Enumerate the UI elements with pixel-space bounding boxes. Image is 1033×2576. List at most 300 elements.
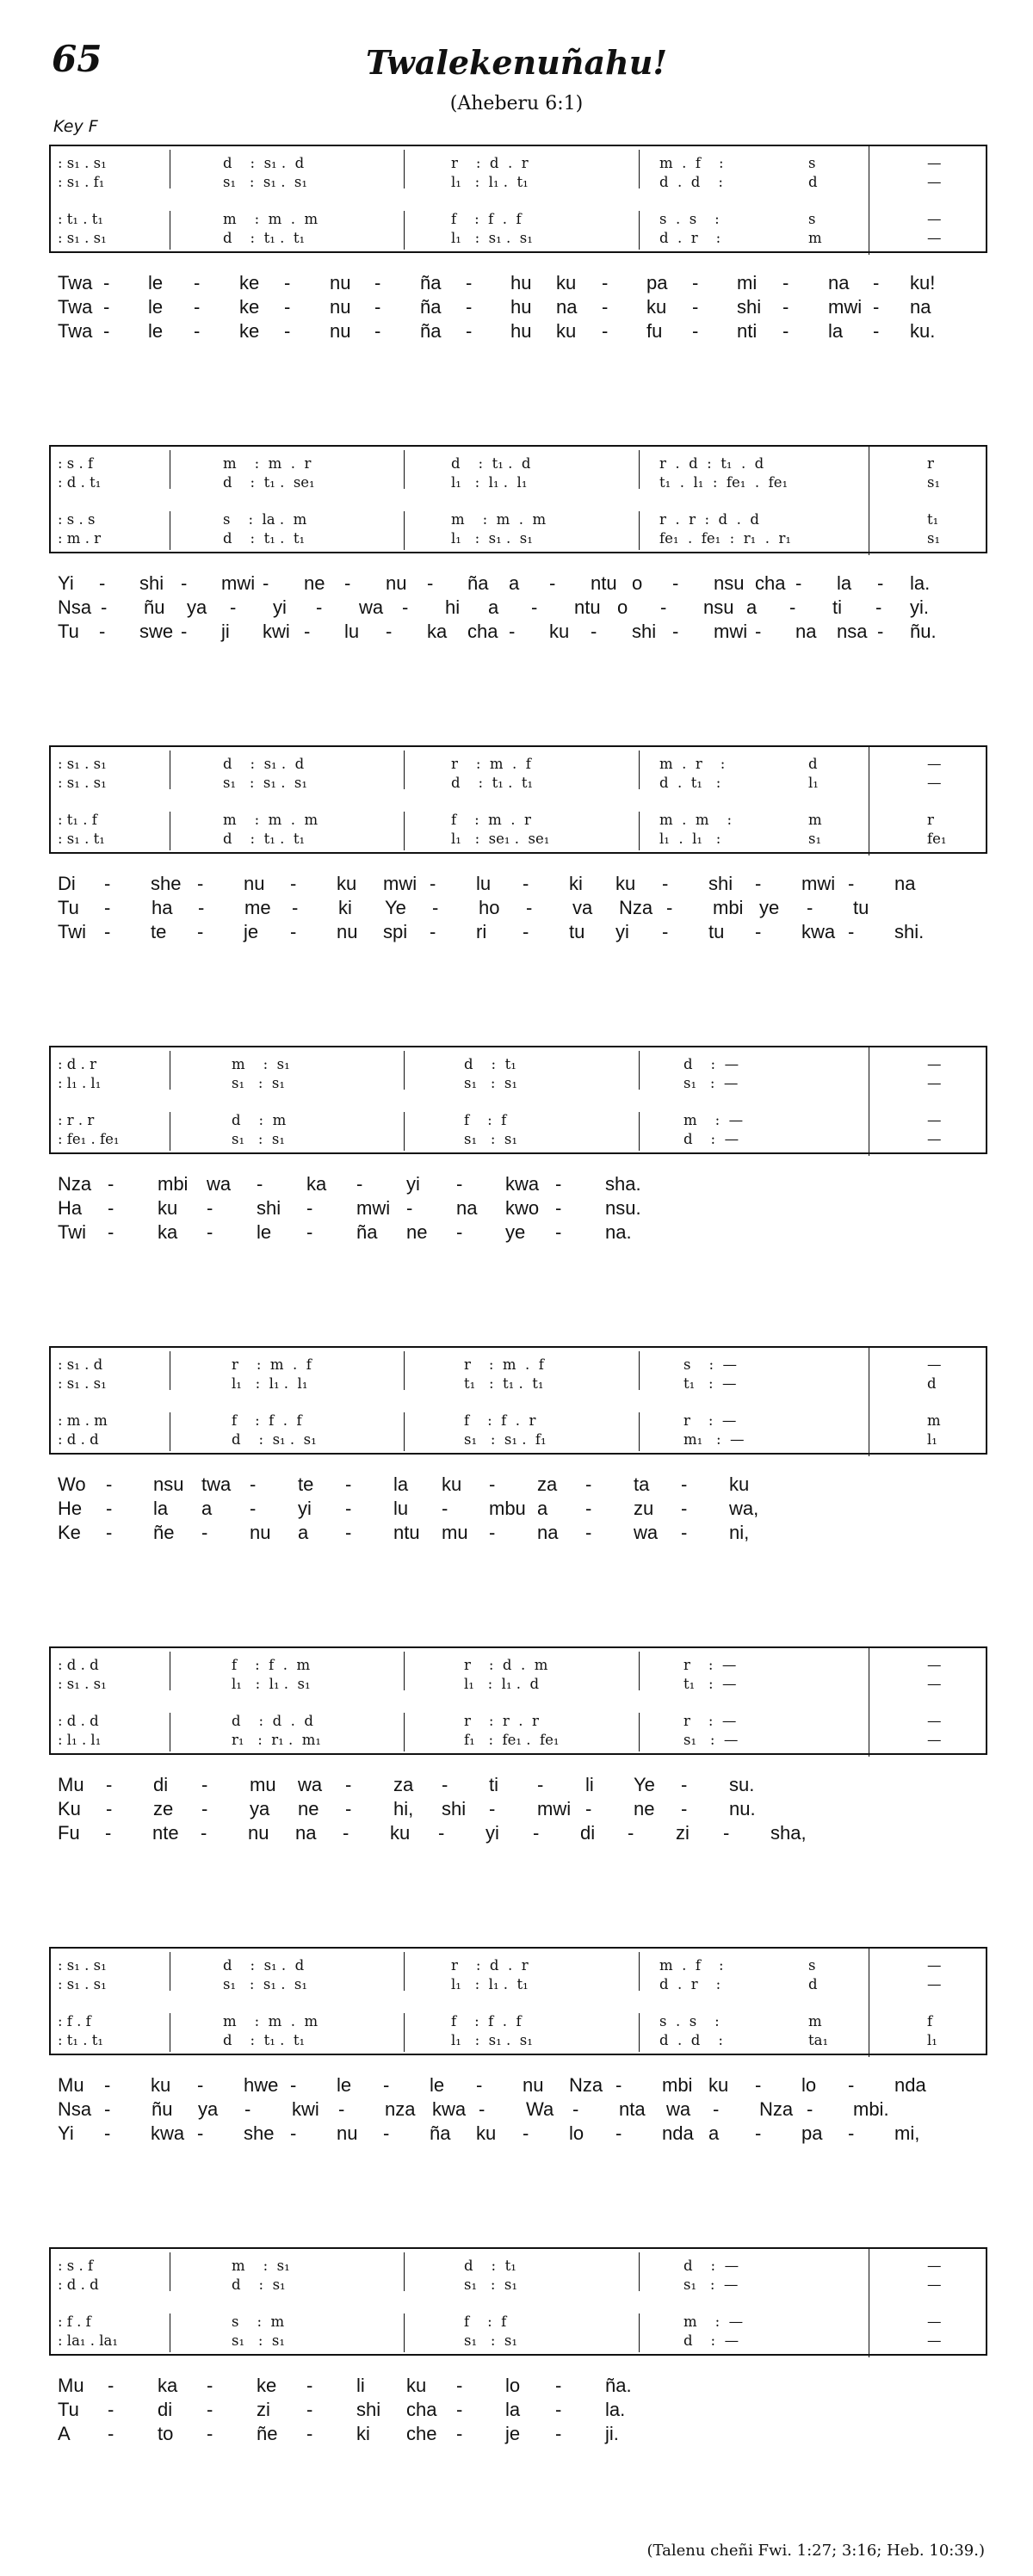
lyric-syllable: di: [158, 2399, 173, 2420]
note-cell: —: [927, 1732, 942, 1748]
note-cell: : d . t₁: [58, 474, 102, 491]
staff-box: [49, 1646, 987, 1755]
lyric-syllable: -: [572, 2098, 579, 2120]
lyric-syllable: ne: [406, 1221, 428, 1243]
lyric-syllable: pa: [801, 2122, 823, 2144]
lyric-syllable: ne: [298, 1798, 319, 1819]
lyric-syllable: tu: [853, 897, 869, 918]
lyric-syllable: -: [306, 2399, 313, 2420]
lyric-line-verse-3: [58, 2122, 962, 2147]
lyric-syllable: -: [402, 596, 409, 618]
note-cell: s . s :: [659, 211, 720, 227]
lyric-syllable: -: [526, 897, 533, 918]
note-cell: s₁: [808, 831, 822, 847]
lyric-syllable: twa: [201, 1473, 232, 1495]
lyric-line-verse-1: [58, 1173, 962, 1197]
lyric-syllable: ya: [187, 596, 207, 618]
lyric-syllable: la: [153, 1498, 169, 1519]
note-cell: m: [808, 230, 822, 246]
lyric-syllable: Tu: [58, 621, 79, 642]
lyric-line-verse-3: [58, 921, 962, 945]
note-cell: d . d :: [659, 174, 723, 190]
lyric-syllable: ña: [430, 2122, 451, 2144]
note-cell: : t₁ . t₁: [58, 2032, 104, 2048]
lyric-syllable: -: [290, 2074, 297, 2096]
lyric-syllable: -: [103, 296, 110, 318]
lyric-syllable: -: [284, 320, 291, 342]
lyric-syllable: lu: [344, 621, 360, 642]
lyric-syllable: Twi: [58, 921, 86, 942]
lyric-syllable: le: [257, 1221, 272, 1243]
lyric-syllable: mbi: [713, 897, 744, 918]
note-cell: d : s₁: [232, 2276, 286, 2293]
note-cell: : fe₁ . fe₁: [58, 1131, 120, 1147]
lyric-line-verse-2: [58, 2098, 962, 2122]
lyric-syllable: ku: [556, 320, 577, 342]
staff-box: [49, 445, 987, 553]
note-cell: m : m . r: [223, 455, 312, 472]
lyric-syllable: -: [104, 921, 111, 942]
lyric-syllable: hu: [510, 320, 532, 342]
lyric-syllable: -: [537, 1774, 544, 1795]
note-cell: d: [808, 174, 818, 190]
lyric-syllable: sha,: [770, 1822, 807, 1844]
lyric-syllable: na: [537, 1522, 559, 1543]
lyric-syllable: ki: [569, 873, 583, 894]
lyric-syllable: -: [692, 296, 699, 318]
note-cell: m₁ : —: [684, 1431, 745, 1448]
lyric-syllable: -: [430, 873, 436, 894]
lyric-syllable: na: [456, 1197, 478, 1219]
note-cell: : s₁ . s₁: [58, 775, 107, 791]
lyric-syllable: ku!: [910, 272, 936, 293]
lyric-syllable: kwa: [151, 2122, 185, 2144]
lyric-syllable: te: [298, 1473, 314, 1495]
lyric-syllable: ji.: [605, 2423, 619, 2444]
lyric-syllable: -: [523, 2122, 529, 2144]
note-cell: s: [808, 1957, 816, 1974]
lyric-syllable: -: [755, 921, 762, 942]
lyric-line-verse-1: [58, 1473, 962, 1498]
lyric-syllable: mbi.: [853, 2098, 889, 2120]
lyric-syllable: -: [585, 1522, 592, 1543]
note-cell: : s₁ . s₁: [58, 1976, 107, 1992]
note-cell: s₁ : —: [684, 1732, 739, 1748]
note-cell: f : m . r: [451, 812, 531, 828]
lyric-syllable: na: [795, 621, 817, 642]
note-row: [51, 1075, 989, 1094]
lyric-syllable: -: [877, 621, 884, 642]
lyric-syllable: nte: [152, 1822, 179, 1844]
note-cell: d : —: [684, 2332, 739, 2349]
score-system-1: [49, 145, 987, 253]
note-cell: r : —: [684, 1713, 737, 1729]
note-cell: : s₁ . s₁: [58, 1676, 107, 1692]
lyric-syllable: nda: [894, 2074, 926, 2096]
note-cell: r : d . r: [451, 155, 529, 171]
note-cell: fe₁ . fe₁ : r₁ . r₁: [659, 530, 791, 547]
note-cell: m : m . m: [223, 812, 319, 828]
lyric-syllable: Mu: [58, 2375, 84, 2396]
note-row: [51, 174, 989, 193]
lyric-syllable: Di: [58, 873, 76, 894]
lyric-syllable: -: [181, 572, 188, 594]
lyric-syllable: -: [681, 1774, 688, 1795]
note-cell: : la₁ . la₁: [58, 2332, 118, 2349]
note-cell: d : t₁ . t₁: [223, 831, 306, 847]
note-cell: s₁ : s₁: [232, 1131, 285, 1147]
lyric-syllable: na.: [605, 1221, 632, 1243]
note-cell: m : m . m: [451, 511, 547, 528]
lyric-syllable: ka: [158, 1221, 178, 1243]
note-cell: : d . r: [58, 1056, 96, 1072]
lyric-syllable: Nza: [569, 2074, 603, 2096]
lyric-syllable: cha: [755, 572, 786, 594]
note-row: [51, 211, 989, 230]
staff-box: [49, 1346, 987, 1455]
lyric-syllable: -: [201, 1798, 208, 1819]
lyric-syllable: mwi: [221, 572, 256, 594]
lyric-syllable: ti: [489, 1774, 498, 1795]
lyric-syllable: ñe: [153, 1522, 175, 1543]
lyric-syllable: o: [617, 596, 628, 618]
lyric-syllable: ne: [634, 1798, 655, 1819]
lyric-line-verse-1: [58, 272, 962, 296]
score-system-8: [49, 2247, 987, 2356]
lyric-syllable: -: [489, 1798, 496, 1819]
note-row: [51, 1676, 989, 1695]
note-cell: —: [927, 1713, 942, 1729]
lyric-syllable: wa: [634, 1522, 659, 1543]
note-cell: s: [808, 155, 816, 171]
lyric-syllable: lo: [505, 2375, 521, 2396]
note-cell: r : d . r: [451, 1957, 529, 1974]
note-row: [51, 2332, 989, 2351]
note-cell: d: [808, 1976, 818, 1992]
note-cell: —: [927, 2276, 942, 2293]
note-cell: s₁ : —: [684, 1075, 739, 1091]
lyric-syllable: -: [848, 921, 855, 942]
lyric-syllable: ntu: [574, 596, 601, 618]
note-cell: —: [927, 1075, 942, 1091]
lyric-syllable: che: [406, 2423, 437, 2444]
lyric-syllable: ri: [476, 921, 487, 942]
lyric-syllable: -: [284, 296, 291, 318]
note-cell: s : —: [684, 1356, 737, 1373]
note-cell: : t₁ . f: [58, 812, 97, 828]
lyric-syllable: ku: [337, 873, 357, 894]
lyric-syllable: -: [292, 897, 299, 918]
lyric-syllable: ntu: [591, 572, 617, 594]
lyric-syllable: va: [572, 897, 593, 918]
note-cell: d : —: [684, 1056, 739, 1072]
lyric-syllable: nu: [248, 1822, 269, 1844]
lyric-syllable: -: [108, 2423, 114, 2444]
note-row: [51, 1131, 989, 1150]
lyric-syllable: je: [505, 2423, 521, 2444]
lyric-syllable: -: [438, 1822, 445, 1844]
note-cell: : s . f: [58, 455, 94, 472]
lyric-syllable: lu: [393, 1498, 409, 1519]
lyric-syllable: ku: [151, 2074, 171, 2096]
note-cell: l₁ : l₁ . t₁: [451, 174, 529, 190]
lyric-syllable: -: [432, 897, 439, 918]
lyric-syllable: -: [873, 320, 880, 342]
lyric-syllable: -: [848, 2122, 855, 2144]
lyric-syllable: lo: [569, 2122, 585, 2144]
note-cell: l₁: [927, 2032, 937, 2048]
note-cell: l₁ . l₁ :: [659, 831, 721, 847]
lyric-syllable: -: [427, 572, 434, 594]
lyric-syllable: -: [723, 1822, 730, 1844]
lyric-syllable: kwi: [292, 2098, 319, 2120]
lyric-syllable: -: [456, 2423, 463, 2444]
lyric-syllable: nu: [337, 921, 358, 942]
lyric-syllable: -: [290, 873, 297, 894]
lyric-syllable: Tu: [58, 897, 79, 918]
lyric-syllable: ha: [152, 897, 173, 918]
note-cell: s: [808, 211, 816, 227]
lyric-syllable: mu: [442, 1522, 468, 1543]
lyric-syllable: Nza: [58, 1173, 92, 1195]
lyric-syllable: cha: [467, 621, 498, 642]
note-cell: l₁ : s₁ . s₁: [451, 230, 533, 246]
note-cell: d . r :: [659, 230, 721, 246]
lyric-syllable: -: [108, 1221, 114, 1243]
lyric-syllable: nsu: [703, 596, 734, 618]
lyric-syllable: -: [662, 873, 669, 894]
note-cell: d . d :: [659, 2032, 723, 2048]
lyric-syllable: shi: [442, 1798, 467, 1819]
lyric-syllable: ku: [708, 2074, 729, 2096]
note-cell: : l₁ . l₁: [58, 1075, 102, 1091]
note-cell: s₁ : s₁: [232, 1075, 285, 1091]
lyric-syllable: mu: [250, 1774, 276, 1795]
lyric-syllable: -: [197, 921, 204, 942]
lyric-syllable: -: [306, 1221, 313, 1243]
lyric-syllable: -: [789, 596, 796, 618]
lyric-syllable: -: [290, 921, 297, 942]
lyric-syllable: la: [505, 2399, 521, 2420]
note-cell: l₁ : l₁ . t₁: [451, 1976, 529, 1992]
note-cell: r : m . f: [451, 756, 531, 772]
lyric-syllable: -: [692, 320, 699, 342]
note-cell: d : t₁ . t₁: [223, 530, 306, 547]
note-row: [51, 812, 989, 831]
lyric-syllable: -: [585, 1473, 592, 1495]
note-cell: l₁ : l₁ . l₁: [232, 1375, 308, 1392]
note-row: [51, 155, 989, 174]
lyric-line-verse-3: [58, 1522, 962, 1546]
note-cell: d : s₁ . d: [223, 756, 305, 772]
hymn-title: Twalekenuñahu!: [366, 43, 667, 82]
lyric-syllable: -: [456, 2375, 463, 2396]
lyric-syllable: ya: [198, 2098, 219, 2120]
lyric-syllable: -: [316, 596, 323, 618]
lyric-syllable: nsu: [153, 1473, 184, 1495]
lyric-syllable: na: [894, 873, 916, 894]
lyric-syllable: -: [430, 921, 436, 942]
lyric-syllable: -: [615, 2074, 622, 2096]
note-cell: t₁ : t₁ . t₁: [464, 1375, 544, 1392]
lyric-syllable: ña.: [605, 2375, 632, 2396]
lyric-syllable: li: [356, 2375, 365, 2396]
lyric-syllable: she: [151, 873, 182, 894]
note-cell: m . r :: [659, 756, 726, 772]
note-cell: m : —: [684, 2313, 744, 2330]
lyric-syllable: mwi: [356, 1197, 391, 1219]
lyric-syllable: -: [406, 1197, 413, 1219]
lyric-syllable: yi: [615, 921, 629, 942]
lyric-syllable: -: [442, 1774, 448, 1795]
lyric-syllable: -: [666, 897, 673, 918]
note-row: [51, 2313, 989, 2332]
note-cell: —: [927, 230, 942, 246]
note-cell: d : m: [232, 1112, 287, 1128]
note-cell: d : —: [684, 1131, 739, 1147]
lyric-syllable: ñu: [152, 2098, 173, 2120]
lyric-syllable: -: [873, 296, 880, 318]
lyric-syllable: kwi: [263, 621, 290, 642]
note-cell: l₁: [808, 775, 819, 791]
lyric-syllable: -: [755, 2122, 762, 2144]
lyric-syllable: mwi: [714, 621, 748, 642]
note-cell: : s₁ . s₁: [58, 756, 107, 772]
lyric-syllable: zu: [634, 1498, 654, 1519]
lyric-syllable: shi.: [894, 921, 925, 942]
staff-box: [49, 145, 987, 253]
lyric-syllable: lu: [476, 873, 492, 894]
note-cell: s₁ : s₁ . f₁: [464, 1431, 547, 1448]
lyric-syllable: je: [244, 921, 259, 942]
lyric-syllable: la: [828, 320, 844, 342]
lyric-line-verse-3: [58, 1221, 962, 1245]
lyric-syllable: ni,: [729, 1522, 750, 1543]
note-cell: d : d . d: [232, 1713, 313, 1729]
note-cell: : t₁ . t₁: [58, 211, 104, 227]
note-row: [51, 1375, 989, 1394]
note-cell: l₁ : l₁ . s₁: [232, 1676, 311, 1692]
lyric-line-verse-1: [58, 1774, 962, 1798]
lyric-syllable: ku: [406, 2375, 427, 2396]
lyric-syllable: swe: [139, 621, 174, 642]
lyric-syllable: nu: [330, 296, 351, 318]
lyric-syllable: -: [807, 2098, 813, 2120]
lyric-syllable: -: [555, 1221, 562, 1243]
lyric-syllable: nu: [250, 1522, 271, 1543]
note-row: [51, 1412, 989, 1431]
footer-reference: (Talenu cheñi Fwi. 1:27; 3:16; Heb. 10:39.): [646, 2542, 985, 2560]
lyric-syllable: nsa: [837, 621, 868, 642]
lyric-syllable: shi: [257, 1197, 281, 1219]
note-cell: s₁ : s₁ . s₁: [223, 775, 308, 791]
lyric-syllable: yi.: [910, 596, 929, 618]
lyric-syllable: -: [456, 1221, 463, 1243]
note-row: [51, 2013, 989, 2032]
key-signature: Key F: [53, 117, 98, 136]
score-system-5: [49, 1346, 987, 1455]
lyric-line-verse-1: [58, 2375, 962, 2399]
note-cell: d : t₁ . d: [451, 455, 531, 472]
note-cell: s₁ : s₁ . s₁: [223, 174, 308, 190]
lyric-syllable: kwo: [505, 1197, 540, 1219]
note-cell: r . d : t₁ . d: [659, 455, 764, 472]
note-cell: —: [927, 1657, 942, 1673]
lyric-syllable: shi: [632, 621, 657, 642]
lyric-syllable: -: [197, 873, 204, 894]
lyric-syllable: -: [104, 2098, 111, 2120]
lyric-syllable: fu: [646, 320, 663, 342]
lyric-syllable: mwi: [383, 873, 418, 894]
lyric-syllable: -: [660, 596, 667, 618]
note-row: [51, 2276, 989, 2295]
lyric-syllable: -: [104, 897, 111, 918]
lyric-syllable: le: [148, 272, 164, 293]
lyric-syllable: Nza: [619, 897, 653, 918]
lyric-syllable: -: [194, 296, 201, 318]
lyric-syllable: -: [374, 272, 381, 293]
lyric-syllable: la.: [605, 2399, 626, 2420]
lyric-syllable: -: [343, 1822, 349, 1844]
lyric-syllable: ku: [729, 1473, 750, 1495]
lyric-syllable: -: [108, 1173, 114, 1195]
lyric-syllable: -: [103, 272, 110, 293]
lyric-syllable: -: [99, 621, 106, 642]
note-row: [51, 1957, 989, 1976]
lyric-syllable: -: [466, 296, 473, 318]
lyric-syllable: -: [456, 2399, 463, 2420]
lyric-syllable: mi: [737, 272, 758, 293]
lyric-syllable: tu: [708, 921, 725, 942]
lyric-syllable: zi: [676, 1822, 690, 1844]
lyric-syllable: ki: [356, 2423, 370, 2444]
lyric-syllable: -: [290, 2122, 297, 2144]
lyric-syllable: nu.: [729, 1798, 756, 1819]
note-cell: —: [927, 756, 942, 772]
lyric-syllable: Nza: [759, 2098, 794, 2120]
lyric-syllable: o: [632, 572, 643, 594]
note-cell: —: [927, 1056, 942, 1072]
lyric-syllable: nta: [619, 2098, 646, 2120]
lyric-syllable: kwa: [432, 2098, 467, 2120]
note-cell: s₁ : s₁ . s₁: [223, 1976, 308, 1992]
note-row: [51, 1356, 989, 1375]
note-cell: d : t₁: [464, 2258, 516, 2274]
lyric-syllable: ka: [158, 2375, 178, 2396]
lyric-syllable: -: [476, 2074, 483, 2096]
note-cell: fe₁: [927, 831, 947, 847]
note-cell: t₁ : —: [684, 1375, 737, 1392]
note-cell: l₁ : l₁ . l₁: [451, 474, 528, 491]
lyric-syllable: -: [345, 1798, 352, 1819]
note-cell: : s₁ . s₁: [58, 1957, 107, 1974]
note-cell: m . f :: [659, 1957, 724, 1974]
lyric-syllable: wa: [207, 1173, 232, 1195]
lyric-syllable: hi,: [393, 1798, 414, 1819]
lyric-syllable: ze: [153, 1798, 174, 1819]
lyric-syllable: na: [295, 1822, 317, 1844]
lyric-syllable: mbi: [158, 1173, 189, 1195]
note-cell: ta₁: [808, 2032, 829, 2048]
lyric-syllable: -: [555, 2423, 562, 2444]
lyric-syllable: nsu.: [605, 1197, 641, 1219]
note-row: [51, 1732, 989, 1751]
lyric-syllable: -: [755, 873, 762, 894]
note-cell: m: [927, 1412, 941, 1429]
lyric-syllable: ke: [239, 320, 260, 342]
lyric-syllable: tu: [569, 921, 585, 942]
lyric-syllable: ka: [306, 1173, 327, 1195]
